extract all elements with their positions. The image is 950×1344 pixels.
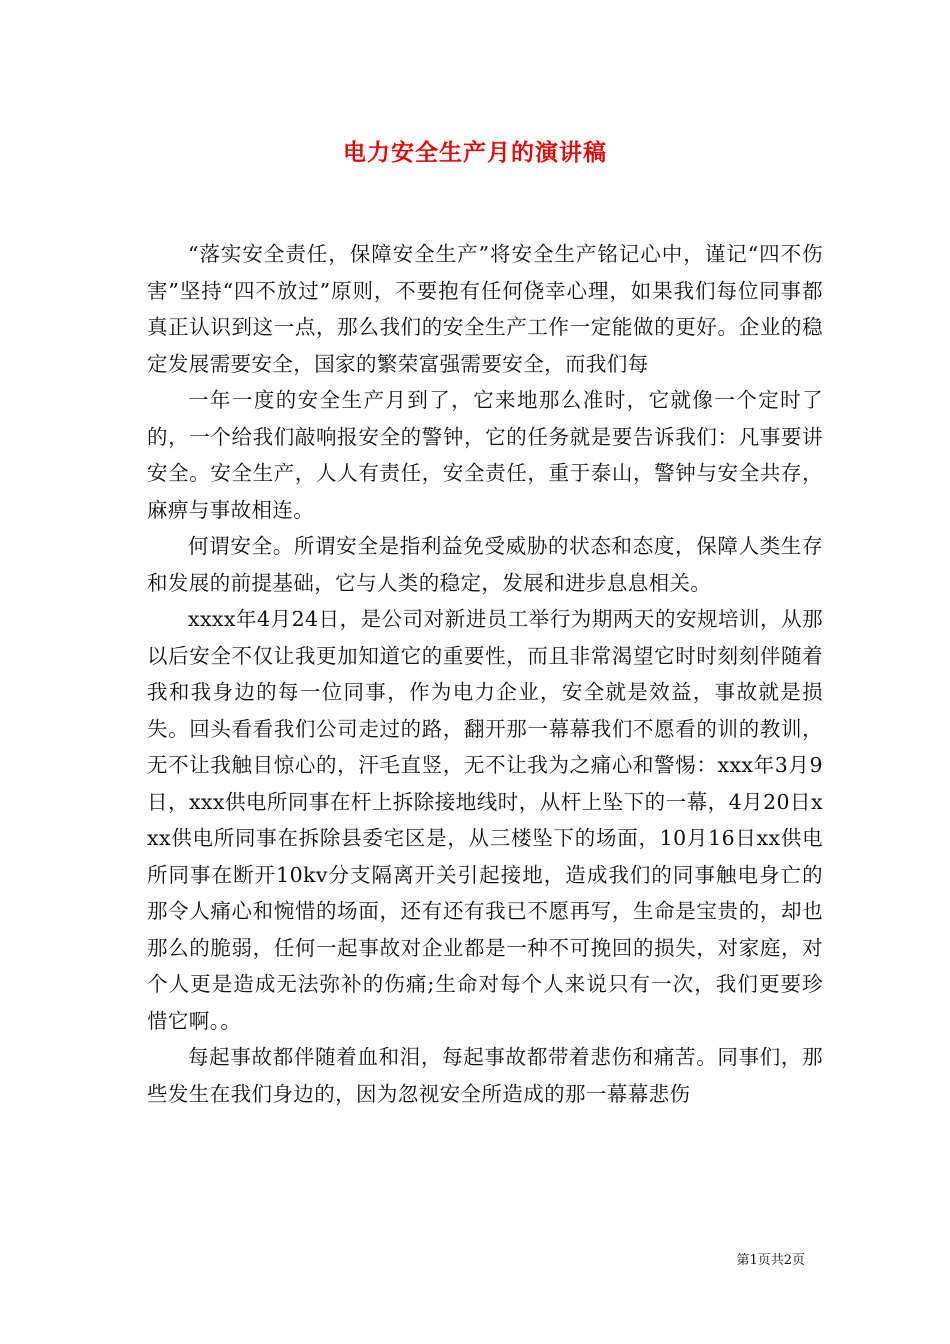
page-number: 第1页共2页 — [736, 1253, 805, 1268]
paragraph-3: 何谓安全。所谓安全是指利益免受威胁的状态和态度，保障人类生存和发展的前提基础，它与人类的稳定，发展和进步息息相关。 — [147, 534, 823, 595]
paragraph-5: 每起事故都伴随着血和泪，每起事故都带着悲伤和痛苦。同事们，那些发生在我们身边的，因为忽视安全所造成的那一幕幕悲伤 — [147, 1045, 823, 1106]
document-body — [147, 236, 823, 1112]
paragraph-4: xxxx年4月24日，是公司对新进员工举行为期两天的安规培训，从那以后安全不仅让我更加知道它的重要性，而且非常渴望它时时刻刻伴随着我和我身边的每一位同事，作为电力企业，安全就是效益，事故就是损失。回头看看我们公司走过的路，翻开那一幕幕我们不愿看的训的教训，无不让我触目惊心的，汗毛直竖，无不让我为之痛心和警惕：xxx年3月9日，xxx供电所同事在杆上拆除接地线时，从杆上坠下的一幕，4月20日xxx供电所同事在拆除县委宅区是，从三楼坠下的场面，10月16日xx供电所同事在断开10kv分支隔离开关引起接地，造成我们的同事触电身亡的那令人痛心和惋惜的场面，还有还有我已不愿再写，生命是宝贵的，却也那么的脆弱，任何一起事故对企业都是一种不可挽回的损失，对家庭，对个人更是造成无法弥补的伤痛;生命对每个人来说只有一次，我们更要珍惜它啊。。 — [147, 607, 823, 1033]
page-title: 电力安全生产月的演讲稿 — [343, 139, 607, 166]
paragraph-2: 一年一度的安全生产月到了，它来地那么准时，它就像一个定时了的，一个给我们敲响报安全的警钟，它的任务就是要告诉我们：凡事要讲安全。安全生产，人人有责任，安全责任，重于泰山，警钟与安全共存，麻痹与事故相连。 — [147, 388, 823, 522]
paragraph-1: “落实安全责任，保障安全生产”将安全生产铭记心中，谨记“四不伤害”坚持“四不放过”原则，不要抱有任何侥幸心理，如果我们每位同事都真正认识到这一点，那么我们的安全生产工作一定能做的更好。企业的稳定发展需要安全，国家的繁荣富强需要安全，而我们每 — [147, 242, 823, 376]
